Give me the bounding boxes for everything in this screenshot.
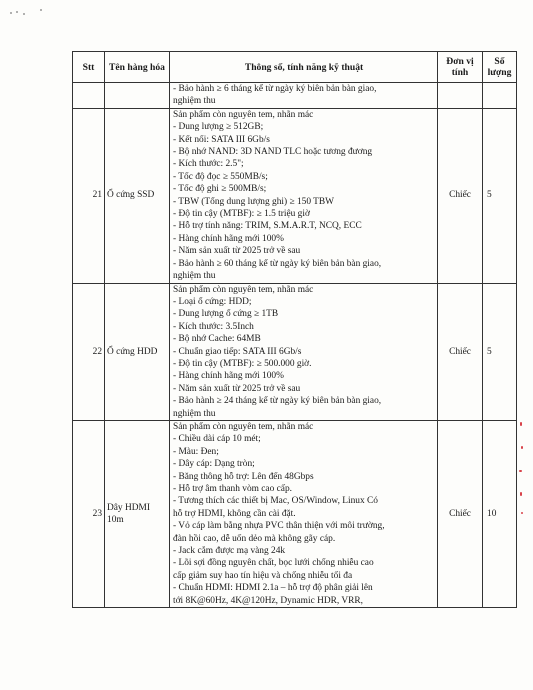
spec-line: - Dây cáp: Dạng tròn; bbox=[173, 459, 255, 470]
row-name: Dây HDMI 10m bbox=[105, 420, 170, 607]
table-row bbox=[73, 420, 517, 607]
spec-line: - Hàng chính hãng mới 100% bbox=[173, 371, 284, 382]
row-unit bbox=[438, 83, 483, 109]
spec-line: Sản phẩm còn nguyên tem, nhãn mác bbox=[173, 284, 314, 295]
spec-line: - Tương thích các thiết bị Mac, OS/Window, Linux Có bbox=[173, 496, 378, 507]
spec-line: - Bảo hành ≥ 24 tháng kể từ ngày ký biên bản bàn giao, bbox=[173, 396, 382, 407]
spec-line: - Màu: Đen; bbox=[173, 446, 219, 457]
spec-line: - Lõi sợi đồng nguyên chất, bọc lưới chống nhiễu cao bbox=[173, 558, 374, 569]
row-spec bbox=[170, 108, 438, 283]
spec-line: - Độ tin cậy (MTBF): ≥ 1.5 triệu giờ bbox=[173, 209, 310, 220]
spec-line: nghiệm thu bbox=[173, 408, 216, 419]
spec-line: - Băng thông hỗ trợ: Lên đến 48Gbps bbox=[173, 471, 314, 482]
document-page bbox=[72, 51, 514, 608]
row-name bbox=[105, 83, 170, 109]
row-name: Ổ cứng SSD bbox=[105, 108, 170, 283]
row-spec bbox=[170, 83, 438, 109]
spec-line: - Dung lượng ổ cứng ≥ 1TB bbox=[173, 309, 279, 320]
spec-line: - Hàng chính hãng mới 100% bbox=[173, 233, 284, 244]
row-name: Ổ cứng HDD bbox=[105, 283, 170, 420]
header-stt: Stt bbox=[73, 52, 105, 83]
header-spec: Thông số, tính năng kỹ thuật bbox=[170, 52, 438, 83]
spec-line: - Tốc độ đọc ≥ 550MB/s; bbox=[173, 171, 268, 182]
spec-line: - Bộ nhớ NAND: 3D NAND TLC hoặc tương đương bbox=[173, 147, 373, 158]
spec-line: tới 8K@60Hz, 4K@120Hz, Dynamic HDR, VRR, bbox=[173, 595, 364, 606]
spec-line: nghiệm thu bbox=[173, 271, 216, 282]
row-unit: Chiếc bbox=[438, 108, 483, 283]
row-stt: 22 bbox=[73, 283, 105, 420]
row-stt bbox=[73, 83, 105, 109]
spec-line: - Bảo hành ≥ 60 tháng kể từ ngày ký biên bản bàn giao, bbox=[173, 258, 382, 269]
table-row bbox=[73, 83, 517, 109]
row-stt: 21 bbox=[73, 108, 105, 283]
spec-line: - Độ tin cậy (MTBF): ≥ 500.000 giờ. bbox=[173, 358, 312, 369]
spec-line: - Chiều dài cáp 10 mét; bbox=[173, 434, 261, 445]
spec-line: - Vỏ cáp làm bằng nhựa PVC thân thiện với môi trường, bbox=[173, 521, 385, 532]
spec-line: - Chuẩn HDMI: HDMI 2.1a – hỗ trợ độ phân giải lên bbox=[173, 583, 373, 594]
row-qty: 10 bbox=[483, 420, 517, 607]
spec-line: - Bộ nhớ Cache: 64MB bbox=[173, 334, 261, 345]
spec-table bbox=[72, 51, 517, 608]
spec-line: - Năm sản xuất từ 2025 trở về sau bbox=[173, 246, 301, 257]
spec-line: - Kích thước: 2.5"; bbox=[173, 159, 244, 170]
spec-line: - Loại ổ cứng: HDD; bbox=[173, 296, 252, 307]
spec-line: hỗ trợ HDMI, không cần cài đặt. bbox=[173, 508, 296, 519]
spec-line: cấp giảm suy hao tín hiệu và chống nhiễu tối đa bbox=[173, 570, 353, 581]
row-stt: 23 bbox=[73, 420, 105, 607]
spec-line: - Kết nối: SATA III 6Gb/s bbox=[173, 134, 270, 145]
spec-line: - Dung lượng ≥ 512GB; bbox=[173, 122, 264, 133]
table-row bbox=[73, 108, 517, 283]
row-qty: 5 bbox=[483, 283, 517, 420]
table-header-row bbox=[73, 52, 517, 83]
row-qty bbox=[483, 83, 517, 109]
row-unit: Chiếc bbox=[438, 420, 483, 607]
spec-line: - TBW (Tổng dung lượng ghi) ≥ 150 TBW bbox=[173, 196, 335, 207]
spec-line: - Bảo hành ≥ 6 tháng kể từ ngày ký biên bản bàn giao, bbox=[173, 84, 377, 94]
row-qty: 5 bbox=[483, 108, 517, 283]
row-unit: Chiếc bbox=[438, 283, 483, 420]
spec-line: - Chuẩn giao tiếp: SATA III 6Gb/s bbox=[173, 346, 302, 357]
header-qty: Số lượng bbox=[483, 52, 517, 83]
spec-line: Sản phẩm còn nguyên tem, nhãn mác bbox=[173, 109, 314, 120]
spec-line: đàn hồi cao, dễ uốn dẻo mà không gãy cáp. bbox=[173, 533, 336, 544]
spec-line: - Tốc độ ghi ≥ 500MB/s; bbox=[173, 184, 267, 195]
row-spec bbox=[170, 420, 438, 607]
spec-line: - Năm sản xuất từ 2025 trở về sau bbox=[173, 383, 301, 394]
spec-line: - Kích thước: 3.5Inch bbox=[173, 321, 254, 332]
header-name: Tên hàng hóa bbox=[105, 52, 170, 83]
spec-line: nghiệm thu bbox=[173, 96, 216, 107]
spec-line: - Hỗ trợ tính năng: TRIM, S.M.A.R.T, NCQ, ECC bbox=[173, 221, 362, 232]
header-unit: Đơn vị tính bbox=[438, 52, 483, 83]
spec-line: Sản phẩm còn nguyên tem, nhãn mác bbox=[173, 421, 314, 432]
spec-line: - Jack cắm được mạ vàng 24k bbox=[173, 546, 286, 557]
table-row bbox=[73, 283, 517, 420]
row-spec bbox=[170, 283, 438, 420]
spec-line: - Hỗ trợ âm thanh vòm cao cấp. bbox=[173, 484, 292, 494]
